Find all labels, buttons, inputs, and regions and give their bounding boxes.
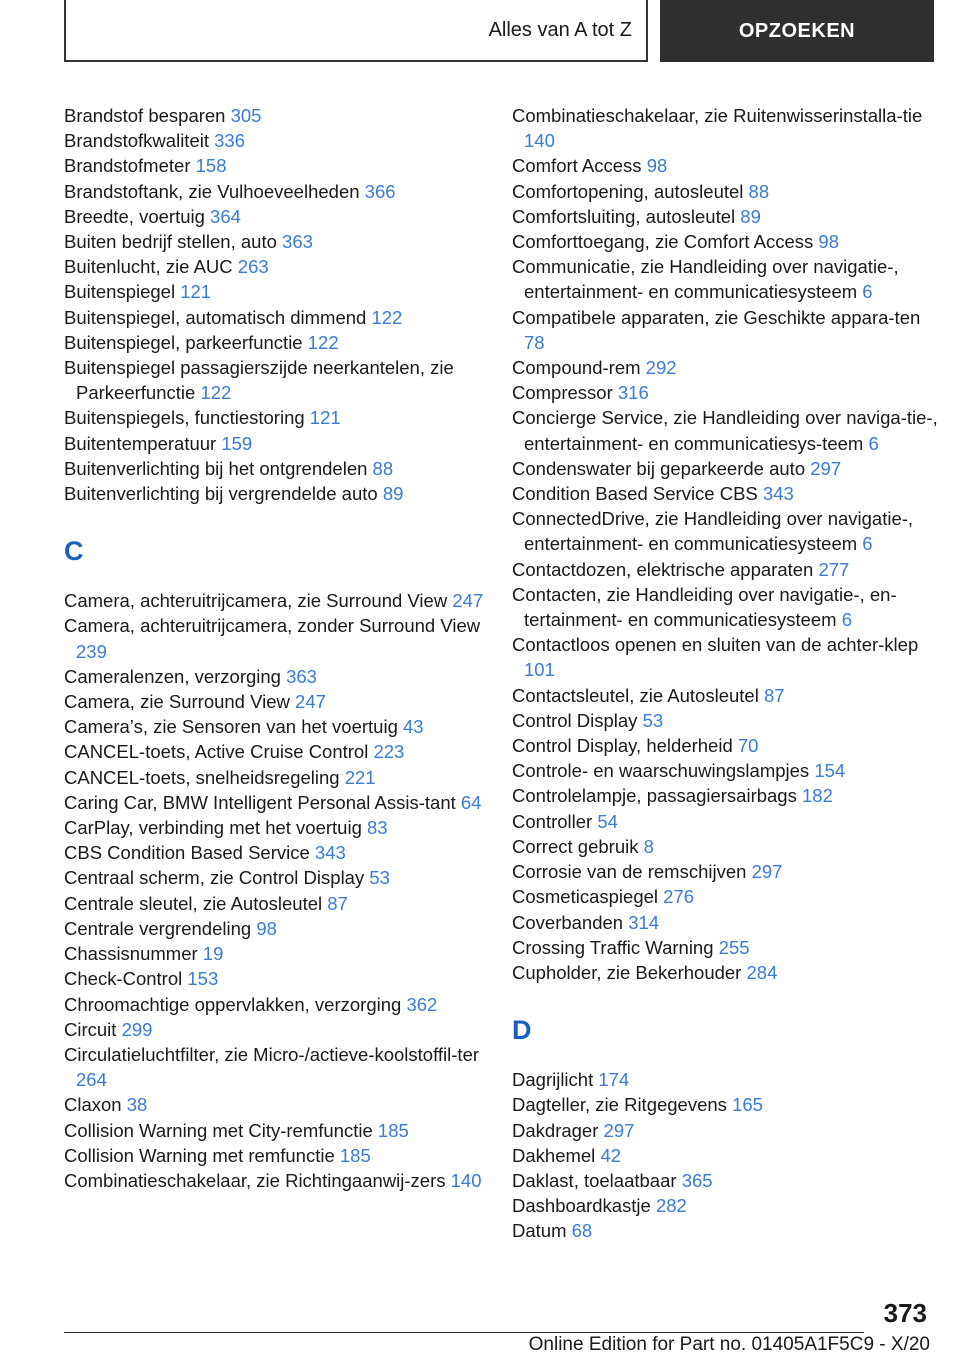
index-entry [512,708,942,733]
index-entry-text: Buitenspiegel, parkeerfunctie [64,331,303,353]
index-entry [64,431,494,456]
index-entry [512,1143,942,1168]
index-entry-text: ConnectedDrive, zie Handleiding over navigatie-, entertainment- en communicatiesysteem [512,508,914,555]
page-link[interactable]: 282 [655,1195,687,1217]
index-entry-text: Concierge Service, zie Handleiding over naviga-tie-, entertainment- en communicatiesys-teem [512,407,938,454]
page-link[interactable]: 6 [868,432,879,454]
page-link[interactable]: 182 [802,785,833,807]
index-entry-text: Comfort Access [512,155,642,177]
index-entry [512,557,942,582]
index-entry-text: Datum [512,1220,567,1242]
index-entry-text: Comforttoegang, zie Comfort Access [512,231,814,253]
page-link[interactable]: 263 [237,256,269,278]
index-entry-text: Breedte, voertuig [64,205,205,227]
page-link[interactable]: 264 [76,1069,107,1091]
index-entry [512,683,942,708]
page-link[interactable]: 122 [371,306,403,328]
index-entry-text: Camera, achteruitrijcamera, zonder Surround View [64,615,481,637]
index-entry [64,1168,494,1193]
page-link[interactable]: 297 [751,861,783,883]
page-link[interactable]: 19 [202,943,224,965]
index-entry [512,229,942,254]
index-group-b [64,103,494,506]
page-link[interactable]: 247 [295,691,326,713]
index-entry [512,254,942,304]
index-entry-text: Caring Car, BMW Intelligent Personal Assis-tant [64,791,456,813]
page-link[interactable]: 6 [862,533,873,555]
index-entry-text: Combinatieschakelaar, zie Richtingaanwij-zers [64,1169,446,1191]
index-entry-text: Compressor [512,382,613,404]
index-entry-text: CarPlay, verbinding met het voertuig [64,817,362,839]
index-group-d [512,1067,942,1243]
page-link[interactable]: 78 [524,331,545,353]
index-entry [512,582,942,632]
index-entry [64,714,494,739]
index-entry [64,355,494,405]
index-entry-text: Brandstofkwaliteit [64,130,209,152]
index-entry [512,405,942,455]
page-number: 373 [883,1298,927,1328]
page-link[interactable]: 292 [645,357,677,379]
index-entry-text: Brandstofmeter [64,155,191,177]
index-entry-text: Buitenlucht, zie AUC [64,256,233,278]
page-link[interactable]: 98 [818,231,839,253]
page-link[interactable]: 53 [369,867,390,889]
page-link[interactable]: 343 [762,483,794,505]
index-entry [64,254,494,279]
section-tab-label: Alles van A tot Z [488,18,632,41]
index-entry [512,153,942,178]
page-link[interactable]: 185 [377,1119,409,1141]
page-link[interactable]: 122 [200,382,232,404]
page-link[interactable]: 89 [382,483,404,505]
page-link[interactable]: 239 [76,640,107,662]
page-link[interactable]: 140 [524,130,555,152]
index-entry [64,405,494,430]
index-entry [64,916,494,941]
page-link[interactable]: 362 [406,993,438,1015]
index-entry [64,1042,494,1092]
index-entry [512,456,942,481]
page-link[interactable]: 98 [256,917,277,939]
index-entry-text: Buiten bedrijf stellen, auto [64,231,277,253]
index-entry-text: CBS Condition Based Service [64,842,310,864]
page-link[interactable]: 121 [180,281,212,303]
index-entry [512,809,942,834]
index-entry-text: Claxon [64,1094,122,1116]
index-entry [512,355,942,380]
letter-heading-c: C [64,536,84,567]
index-entry-text: Dakdrager [512,1119,599,1141]
index-entry [64,179,494,204]
index-entry [512,103,942,153]
index-entry-text: Controller [512,810,593,832]
page-link[interactable]: 98 [646,155,668,177]
index-entry [512,1193,942,1218]
footer-divider [64,1332,864,1333]
index-entry [64,840,494,865]
index-entry-text: Collision Warning met City-remfunctie [64,1119,373,1141]
index-entry [512,1067,942,1092]
page-link[interactable]: 363 [282,231,313,253]
index-entry [512,632,942,682]
index-entry-text: Crossing Traffic Warning [512,936,714,958]
index-entry [512,859,942,884]
index-entry-text: Buitenspiegel [64,281,176,303]
page-header [64,0,934,62]
index-entry-text: Collision Warning met remfunctie [64,1144,335,1166]
index-entry-text: Contactsleutel, zie Autosleutel [512,684,759,706]
page-link[interactable]: 165 [732,1094,763,1116]
index-entry-text: Controle- en waarschuwingslampjes [512,760,810,782]
index-entry-text: Comfortopening, autosleutel [512,180,744,202]
index-entry [64,481,494,506]
page-link[interactable]: 54 [597,810,618,832]
index-entry [64,1017,494,1042]
page-link[interactable]: 89 [740,205,761,227]
index-entry [64,992,494,1017]
index-entry-text: Dashboardkastje [512,1195,651,1217]
index-entry [64,305,494,330]
index-entry-text: Daklast, toelaatbaar [512,1169,677,1191]
index-entry-text: Buitenspiegel passagierszijde neerkantelen, zie Parkeerfunctie [64,357,454,404]
index-entry-text: CANCEL-toets, snelheidsregeling [64,766,340,788]
index-entry [512,204,942,229]
index-entry-text: Camera, achteruitrijcamera, zie Surround View [64,590,448,612]
index-entry [512,179,942,204]
page-link[interactable]: 297 [810,457,842,479]
index-entry-text: Compatibele apparaten, zie Geschikte appara-ten [512,306,921,328]
index-entry [512,910,942,935]
index-entry [64,966,494,991]
index-entry [64,279,494,304]
page-link[interactable]: 6 [841,609,853,631]
index-entry-text: Centrale vergrendeling [64,917,252,939]
page-link[interactable]: 247 [452,590,484,612]
page-link[interactable]: 68 [571,1220,593,1242]
page-link[interactable]: 140 [450,1169,482,1191]
index-entry-text: Buitenspiegels, functiestoring [64,407,305,429]
index-entry [64,204,494,229]
page-link[interactable]: 88 [372,457,394,479]
page-link[interactable]: 314 [628,911,660,933]
index-entry-text: Check-Control [64,968,183,990]
page-link[interactable]: 64 [460,791,482,813]
index-entry [512,481,942,506]
index-entry [512,1218,942,1243]
index-entry-text: Correct gebruik [512,835,639,857]
index-column-left [64,103,494,1193]
page-link[interactable]: 316 [617,382,649,404]
index-entry [64,456,494,481]
index-entry-text: Dakhemel [512,1144,596,1166]
index-entry [64,1143,494,1168]
index-entry [64,739,494,764]
page-link[interactable]: 364 [210,205,241,227]
page-link[interactable]: 121 [309,407,341,429]
index-entry [64,229,494,254]
page-link[interactable]: 174 [598,1069,630,1091]
section-tab[interactable] [64,0,648,62]
index-entry-text: Cosmeticaspiegel [512,886,659,908]
index-entry-text: Comfortsluiting, autosleutel [512,205,736,227]
page-link[interactable]: 53 [642,709,664,731]
index-entry-text: Control Display [512,709,638,731]
page-link[interactable]: 365 [681,1169,713,1191]
index-entry [512,1118,942,1143]
index-entry [512,834,942,859]
index-entry [512,960,942,985]
index-entry-text: Contactdozen, elektrische apparaten [512,558,814,580]
page-link[interactable]: 43 [403,716,424,738]
index-entry-text: Dagteller, zie Ritgegevens [512,1094,727,1116]
index-entry-text: Chroomachtige oppervlakken, verzorging [64,993,402,1015]
page-link[interactable]: 83 [367,817,388,839]
index-entry [64,1092,494,1117]
page-link[interactable]: 122 [307,331,339,353]
index-entry [64,613,494,663]
page-link[interactable]: 255 [718,936,750,958]
page-link[interactable]: 299 [121,1018,153,1040]
page-link[interactable]: 70 [737,735,759,757]
index-entry [512,380,942,405]
page-link[interactable]: 38 [126,1094,148,1116]
index-entry [64,865,494,890]
letter-heading-d: D [512,1015,532,1046]
index-entry [64,103,494,128]
index-entry-text: Buitentemperatuur [64,432,217,454]
page-link[interactable]: 101 [524,659,555,681]
page-link[interactable]: 223 [373,741,405,763]
index-entry-text: Combinatieschakelaar, zie Ruitenwisserinstalla-tie [512,105,923,126]
page-link[interactable]: 336 [214,130,245,152]
page-link[interactable]: 158 [195,155,227,177]
index-entry [64,790,494,815]
index-entry [512,733,942,758]
index-entry-text: CANCEL-toets, Active Cruise Control [64,741,369,763]
index-entry-text: Contacten, zie Handleiding over navigatie-, en-tertainment- en communicatiesysteem [512,583,897,631]
index-entry-text: Dagrijlicht [512,1069,594,1091]
index-entry [64,588,494,613]
page-link[interactable]: 8 [643,835,654,857]
page-link[interactable]: 366 [364,180,396,202]
index-entry-text: Camera, zie Surround View [64,691,290,713]
index-entry [512,758,942,783]
index-group-c-continued [512,103,942,985]
index-entry-text: Condition Based Service CBS [512,483,758,505]
page-link[interactable]: 305 [230,105,262,126]
index-entry-text: Cupholder, zie Bekerhouder [512,961,742,983]
index-entry [512,506,942,556]
index-entry [512,884,942,909]
index-entry [64,815,494,840]
index-entry [64,765,494,790]
page-link[interactable]: 153 [187,968,219,990]
page-link[interactable]: 42 [600,1144,622,1166]
index-entry-text: Circulatieluchtfilter, zie Micro-/actieve-koolstoffil-ter [64,1043,480,1065]
index-entry [512,783,942,808]
footer-edition-text: Online Edition for Part no. 01405A1F5C9 - X/20 [528,1334,930,1355]
index-entry [64,330,494,355]
index-entry-text: Corrosie van de remschijven [512,861,747,883]
index-entry-text: Buitenspiegel, automatisch dimmend [64,306,367,328]
index-entry-text: Communicatie, zie Handleiding over navigatie-, entertainment- en communicatiesysteem [512,256,899,303]
index-entry-text: Cameralenzen, verzorging [64,665,281,687]
index-entry [512,1092,942,1117]
index-entry-text: Camera’s, zie Sensoren van het voertuig [64,716,398,738]
index-entry-text: Brandstof besparen [64,105,226,126]
page-link[interactable]: 277 [818,558,850,580]
index-group-c [64,588,494,1193]
index-entry-text: Circuit [64,1018,117,1040]
index-entry [64,153,494,178]
index-entry [64,891,494,916]
index-entry [64,1118,494,1143]
index-entry [64,941,494,966]
opzoeken-tab[interactable] [660,0,934,62]
page-link[interactable]: 154 [814,760,846,782]
index-entry [64,689,494,714]
page-link[interactable]: 221 [344,766,376,788]
index-entry-text: Coverbanden [512,911,624,933]
page-link[interactable]: 297 [603,1119,635,1141]
index-entry [64,664,494,689]
index-entry-text: Centrale sleutel, zie Autosleutel [64,892,323,914]
opzoeken-tab-label: OPZOEKEN [738,19,856,42]
page-link[interactable]: 87 [763,684,785,706]
index-entry-text: Buitenverlichting bij het ontgrendelen [64,457,368,479]
page-link[interactable]: 276 [663,886,695,908]
page-link[interactable]: 185 [339,1144,371,1166]
page-link[interactable]: 159 [221,432,253,454]
index-entry-text: Contactloos openen en sluiten van de achter-klep [512,634,919,656]
page-link[interactable]: 363 [286,665,317,687]
page-link[interactable]: 87 [327,892,348,914]
index-entry-text: Compound-rem [512,357,641,379]
index-entry [512,935,942,960]
page-link[interactable]: 343 [314,842,346,864]
index-entry-text: Buitenverlichting bij vergrendelde auto [64,483,378,505]
page-link[interactable]: 88 [748,180,770,202]
index-entry [512,305,942,355]
index-entry [64,128,494,153]
index-entry-text: Chassisnummer [64,943,198,965]
index-entry-text: Centraal scherm, zie Control Display [64,867,365,889]
page-link[interactable]: 6 [862,281,873,303]
page-link[interactable]: 284 [746,961,778,983]
index-entry-text: Brandstoftank, zie Vulhoeveelheden [64,180,360,202]
index-entry-text: Condenswater bij geparkeerde auto [512,457,806,479]
index-entry [512,1168,942,1193]
index-entry-text: Controlelampje, passagiersairbags [512,785,797,807]
index-column-right [512,103,942,1244]
index-entry-text: Control Display, helderheid [512,735,733,757]
